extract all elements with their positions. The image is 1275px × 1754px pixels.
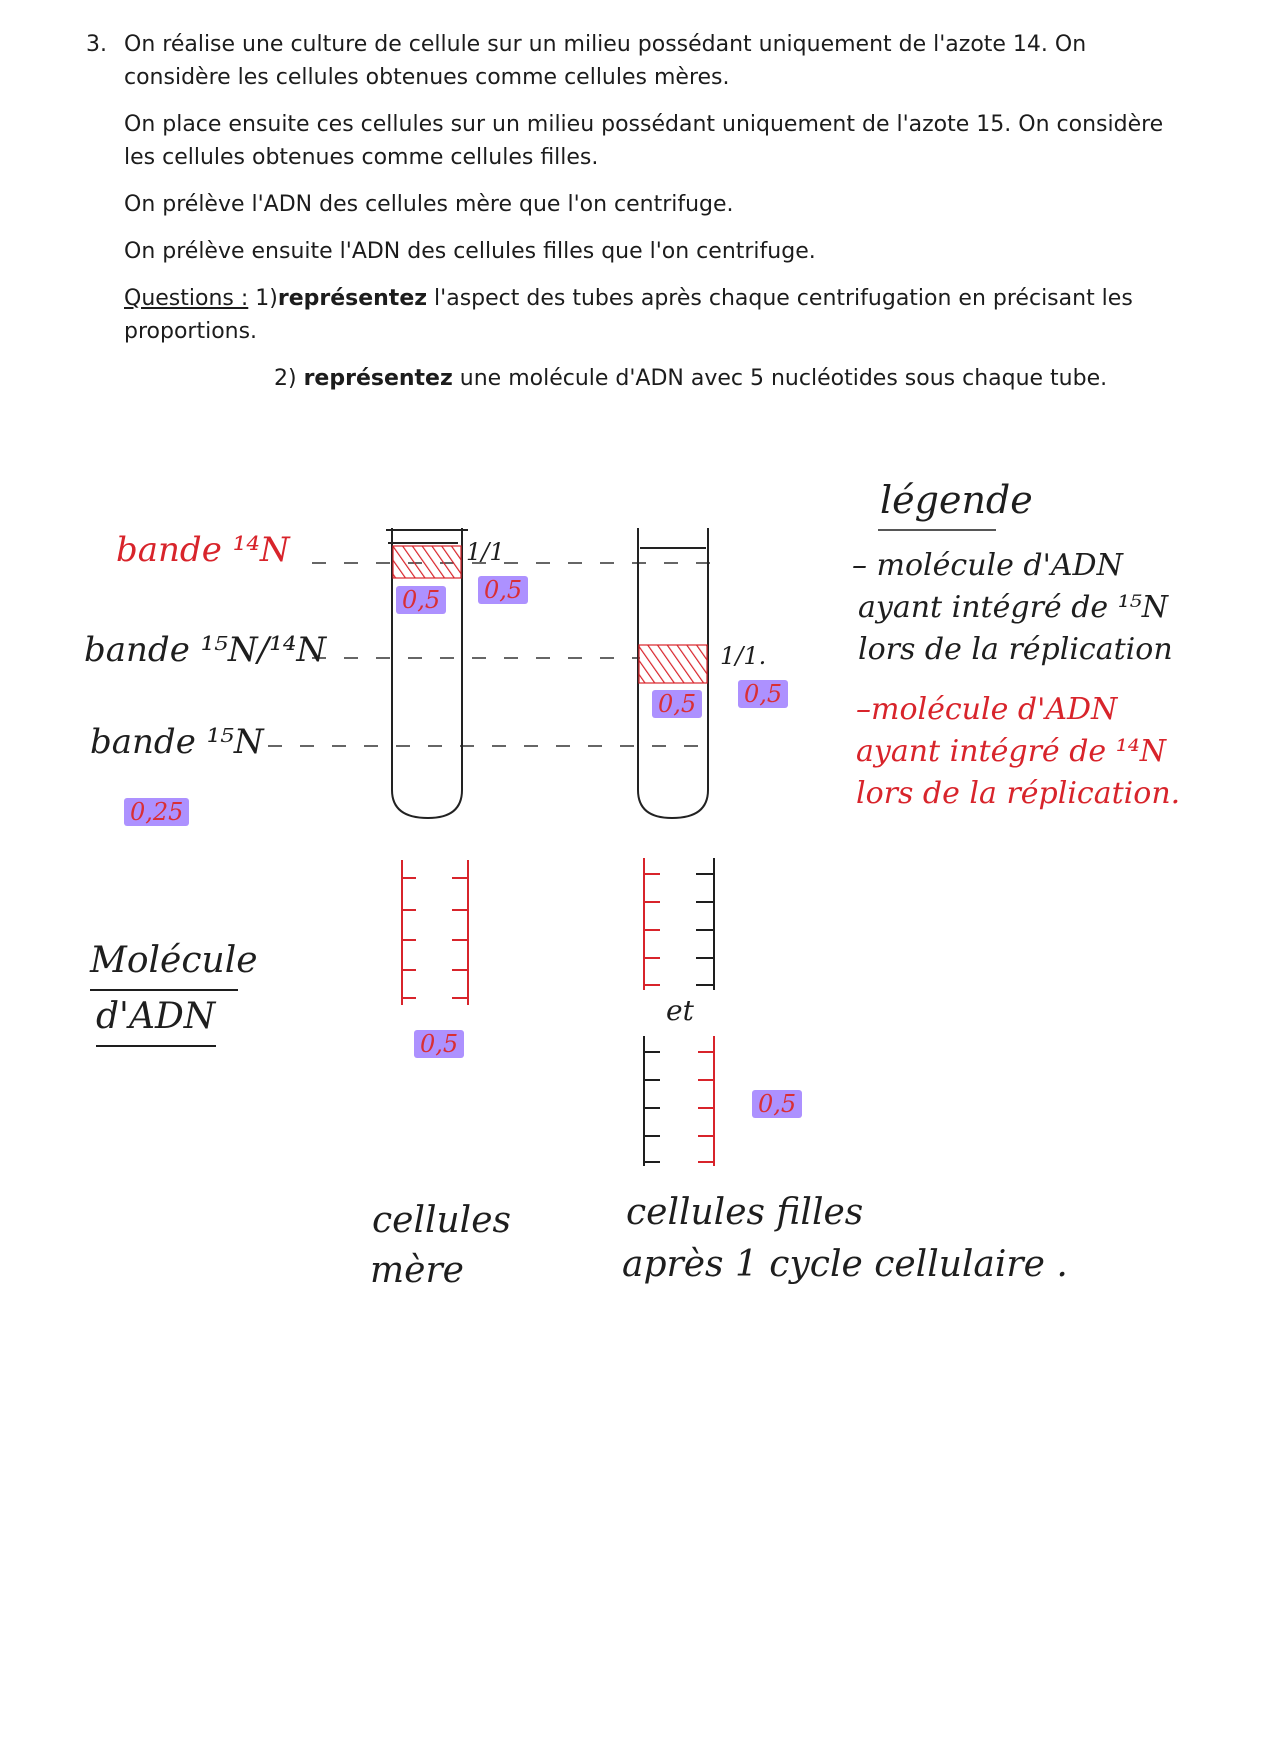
intro-line-2: considère les cellules obtenues comme cellules mères. <box>124 65 730 90</box>
legend-item2-line-3: lors de la réplication. <box>856 776 1181 811</box>
highlight-molecule-filles: 0,5 <box>752 1090 802 1118</box>
caption-filles-line-1: cellules filles <box>626 1192 864 1233</box>
legend-item1-line-1: – molécule d'ADN <box>852 548 1123 583</box>
intro-line-1: On réalise une culture de cellule sur un milieu possédant uniquement de l'azote 14. On <box>124 32 1087 57</box>
q1-bold: représentez <box>277 286 428 311</box>
q1-rest: l'aspect des tubes après chaque centrifugation en précisant les <box>427 286 1133 311</box>
q2-bold: représentez <box>303 366 453 391</box>
q1-prefix: 1) <box>248 286 278 311</box>
dna-molecule-filles-1 <box>644 858 714 990</box>
legend-title: légende <box>880 478 1033 522</box>
caption-filles-line-2: après 1 cycle cellulaire . <box>622 1244 1068 1285</box>
molecule-label-line-2: d'ADN <box>96 996 216 1037</box>
caption-mere-line-1: cellules <box>372 1200 511 1241</box>
paragraph-3: On prélève l'ADN des cellules mère que l'on centrifuge. <box>124 192 734 217</box>
legend-item2-line-2: ayant intégré de ¹⁴N <box>856 734 1166 769</box>
legend-item1-line-3: lors de la réplication <box>858 632 1173 667</box>
ratio-tube-mere: 1/1 <box>466 538 505 566</box>
molecule-label-line-1: Molécule <box>90 940 258 981</box>
highlight-tube-mere-b: 0,5 <box>478 576 528 604</box>
legend-item1-line-2: ayant intégré de ¹⁵N <box>858 590 1168 625</box>
highlight-molecule-mere: 0,5 <box>414 1030 464 1058</box>
q1-line-2: proportions. <box>124 319 258 344</box>
paragraph-4: On prélève ensuite l'ADN des cellules filles que l'on centrifuge. <box>124 239 816 264</box>
tube-mere <box>386 528 468 818</box>
highlight-tube-filles-a: 0,5 <box>652 690 702 718</box>
dna-molecule-filles-2 <box>644 1036 714 1166</box>
ratio-tube-filles: 1/1. <box>720 642 767 670</box>
dna-molecule-mere <box>402 860 468 1005</box>
q2-rest: une molécule d'ADN avec 5 nucléotides sous chaque tube. <box>452 366 1108 391</box>
highlight-value-025: 0,25 <box>124 798 189 826</box>
et-label: et <box>666 994 694 1027</box>
q2-prefix: 2) <box>274 366 304 391</box>
caption-mere-line-2: mère <box>370 1250 464 1291</box>
para2-line-2: les cellules obtenues comme cellules filles. <box>124 145 599 170</box>
tube-mere-band <box>393 546 461 578</box>
question-number: 3. <box>86 32 107 57</box>
band-label-15n14n: bande ¹⁵N/¹⁴N <box>84 630 327 670</box>
band-label-15n: bande ¹⁵N <box>90 722 264 762</box>
tube-filles-band <box>639 645 707 683</box>
legend-item2-line-1: –molécule d'ADN <box>856 692 1118 727</box>
para2-line-1: On place ensuite ces cellules sur un milieu possédant uniquement de l'azote 15. On considère <box>124 112 1164 137</box>
questions-label: Questions : <box>124 286 249 311</box>
highlight-tube-mere-a: 0,5 <box>396 586 446 614</box>
band-label-14n: bande ¹⁴N <box>116 530 290 570</box>
highlight-tube-filles-b: 0,5 <box>738 680 788 708</box>
tube-filles <box>638 528 708 818</box>
